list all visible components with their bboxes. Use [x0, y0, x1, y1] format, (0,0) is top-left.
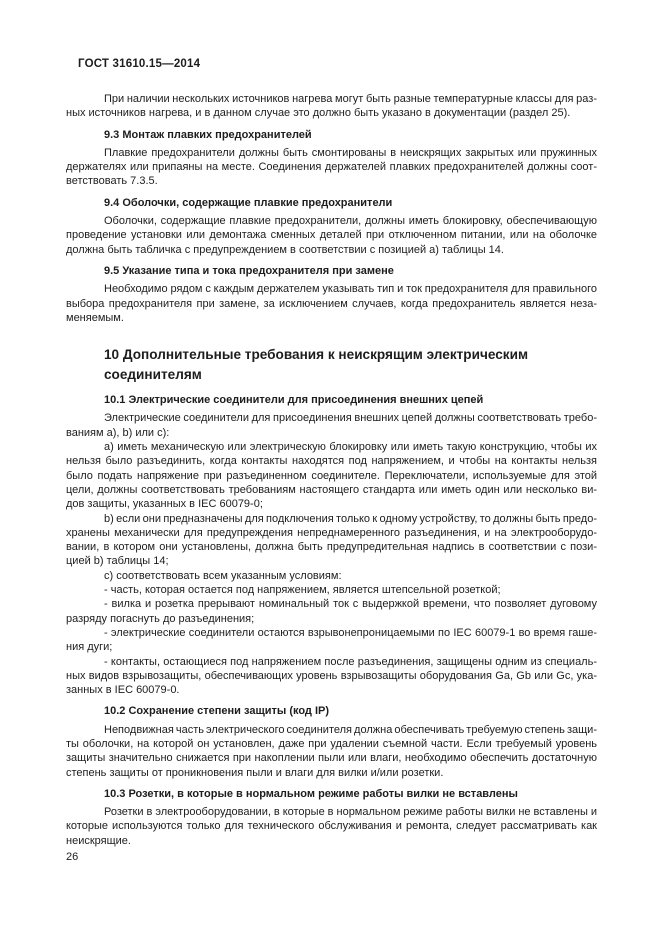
- paragraph-line: ных источников нагрева, и в данном случае это должно быть указано в документации (раздел 25).: [66, 107, 571, 120]
- paragraph-line: ваниям а), b) или с):: [66, 426, 170, 439]
- paragraph-item-b: [66, 512, 597, 569]
- page-number: 26: [66, 851, 79, 864]
- paragraph-temperature-classes: [66, 92, 597, 121]
- paragraph-dash-contacts: [66, 655, 597, 698]
- paragraph-line: дов защиты, указанных в IEC 60079-0;: [66, 498, 263, 511]
- heading-line: 10 Дополнительные требования к неискрящим электрическим: [104, 347, 528, 363]
- paragraph-line: разряду погаснуть до разъединения;: [66, 612, 255, 625]
- paragraph-line: было подать напряжение при разъединенном соединителе. Переключатели, используемые для этой: [66, 469, 597, 482]
- paragraph-9-3: [66, 146, 597, 189]
- paragraph-line: с) соответствовать всем указанным условиям:: [104, 569, 342, 582]
- paragraph-line: Неподвижная часть электрического соединителя должна обеспечивать требуемую степень защи-: [104, 723, 597, 736]
- subheading-9-4: 9.4 Оболочки, содержащие плавкие предохранители: [104, 196, 393, 209]
- paragraph-line: занных в IEC 60079-0.: [66, 684, 180, 697]
- subheading-9-5: 9.5 Указание типа и тока предохранителя при замене: [104, 264, 394, 277]
- paragraph-9-4: [66, 214, 597, 257]
- paragraph-line: Необходимо рядом с каждым держателем указывать тип и ток предохранителя для правильного: [104, 283, 597, 296]
- paragraph-line: Плавкие предохранители должны быть смонтированы в неискрящих закрытых или пружинных: [104, 146, 597, 159]
- paragraph-line: Розетки в электрооборудовании, в которые в нормальном режиме работы вилки не вставлены и: [104, 806, 597, 819]
- paragraph-line: ветствовать 7.3.5.: [66, 175, 158, 188]
- paragraph-line: ты оболочки, на которой он установлен, даже при удалении съемной части. Если требуемый уровень: [66, 737, 597, 750]
- paragraph-line: - часть, которая остается под напряжением, является штепсельной розеткой;: [104, 584, 501, 597]
- heading-section-10: [104, 345, 597, 385]
- paragraph-10-3: [66, 805, 597, 848]
- paragraph-10-2: [66, 723, 597, 780]
- paragraph-line: b) если они предназначены для подключения только к одному устройству, то должны быть предо-: [104, 512, 597, 525]
- paragraph-9-5: [66, 282, 597, 325]
- paragraph-line: меняемым.: [66, 311, 124, 324]
- paragraph-line: степень защиты от проникновения пыли и влаги для вилки и/или розетки.: [66, 766, 444, 779]
- paragraph-line: которые используются только для технического обслуживания и ремонта, следует рассматривать как: [66, 820, 597, 833]
- paragraph-dash-flameproof: [66, 626, 597, 655]
- paragraph-line: - вилка и розетка прерывают номинальный ток с выдержкой времени, что позволяет дуговому: [104, 598, 597, 611]
- paragraph-item-a: [66, 440, 597, 511]
- document-body: [66, 92, 597, 848]
- paragraph-line: При наличии нескольких источников нагрева могут быть разные температурные классы для раз-: [104, 93, 597, 105]
- subheading-10-1: 10.1 Электрические соединители для присоединения внешних цепей: [104, 394, 484, 407]
- paragraph-line: - контакты, остающиеся под напряжением после разъединения, защищены одним из специаль-: [104, 655, 597, 668]
- paragraph-line: защиты значительно снижается при накоплении пыли или влаги, необходимо обеспечить достаточную: [66, 752, 597, 765]
- paragraph-line: - электрические соединители остаются взрывонепроницаемыми по IEC 60079-1 во время гаше-: [104, 626, 597, 639]
- paragraph-line: ния дуги;: [66, 641, 113, 654]
- paragraph-line: выбора предохранителя при замене, за исключением случаев, когда предохранитель является неза-: [66, 297, 597, 310]
- paragraph-line: нельзя было разъединить, когда контакты находятся под напряжением, и чтобы на контакты нельзя: [66, 455, 597, 468]
- subheading-10-3: 10.3 Розетки, в которые в нормальном режиме работы вилки не вставлены: [104, 787, 518, 800]
- paragraph-line: должна быть табличка с предупреждением в соответствии с позицией а) таблицы 14.: [66, 243, 504, 256]
- paragraph-line: хранены механически для предупреждения непреднамеренного разъединения, и на электрооборудо-: [66, 526, 597, 539]
- paragraph-line: вании, в котором они установлены, должна быть предупредительная надпись в соответствии с пози-: [66, 541, 597, 554]
- subheading-9-3: 9.3 Монтаж плавких предохранителей: [104, 128, 312, 141]
- paragraph-dash-socket: [66, 583, 597, 597]
- paragraph-line: держателях или припаяны на месте. Соединения держателей плавких предохранителей должны соот-: [66, 161, 597, 174]
- paragraph-dash-plug: [66, 597, 597, 626]
- paragraph-line: неискрящие.: [66, 834, 131, 847]
- running-header: ГОСТ 31610.15—2014: [78, 58, 201, 70]
- paragraph-item-c: [66, 569, 597, 583]
- paragraph-line: ных видов взрывозащиты, обеспечивающих уровень взрывозащиты оборудования Ga, Gb или Gc, ука-: [66, 669, 597, 682]
- paragraph-line: а) иметь механическую или электрическую блокировку или иметь такую конструкцию, чтобы их: [104, 441, 597, 454]
- paragraph-line: Электрические соединители для присоединения внешних цепей должны соответствовать требо-: [104, 412, 597, 425]
- paragraph-line: Оболочки, содержащие плавкие предохранители, должны иметь блокировку, обеспечивающую: [104, 215, 597, 228]
- paragraph-line: проведение установки или демонтажа сменных деталей при отключенном питании, или на оболочке: [66, 229, 597, 242]
- paragraph-line: цели, должны соответствовать требованиям настоящего стандарта или иметь один или несколько ви-: [66, 483, 597, 496]
- paragraph-line: цией b) таблицы 14;: [66, 555, 169, 568]
- subheading-10-2: 10.2 Сохранение степени защиты (код IP): [104, 705, 330, 718]
- paragraph-10-1-intro: [66, 411, 597, 440]
- heading-line: соединителям: [104, 367, 202, 383]
